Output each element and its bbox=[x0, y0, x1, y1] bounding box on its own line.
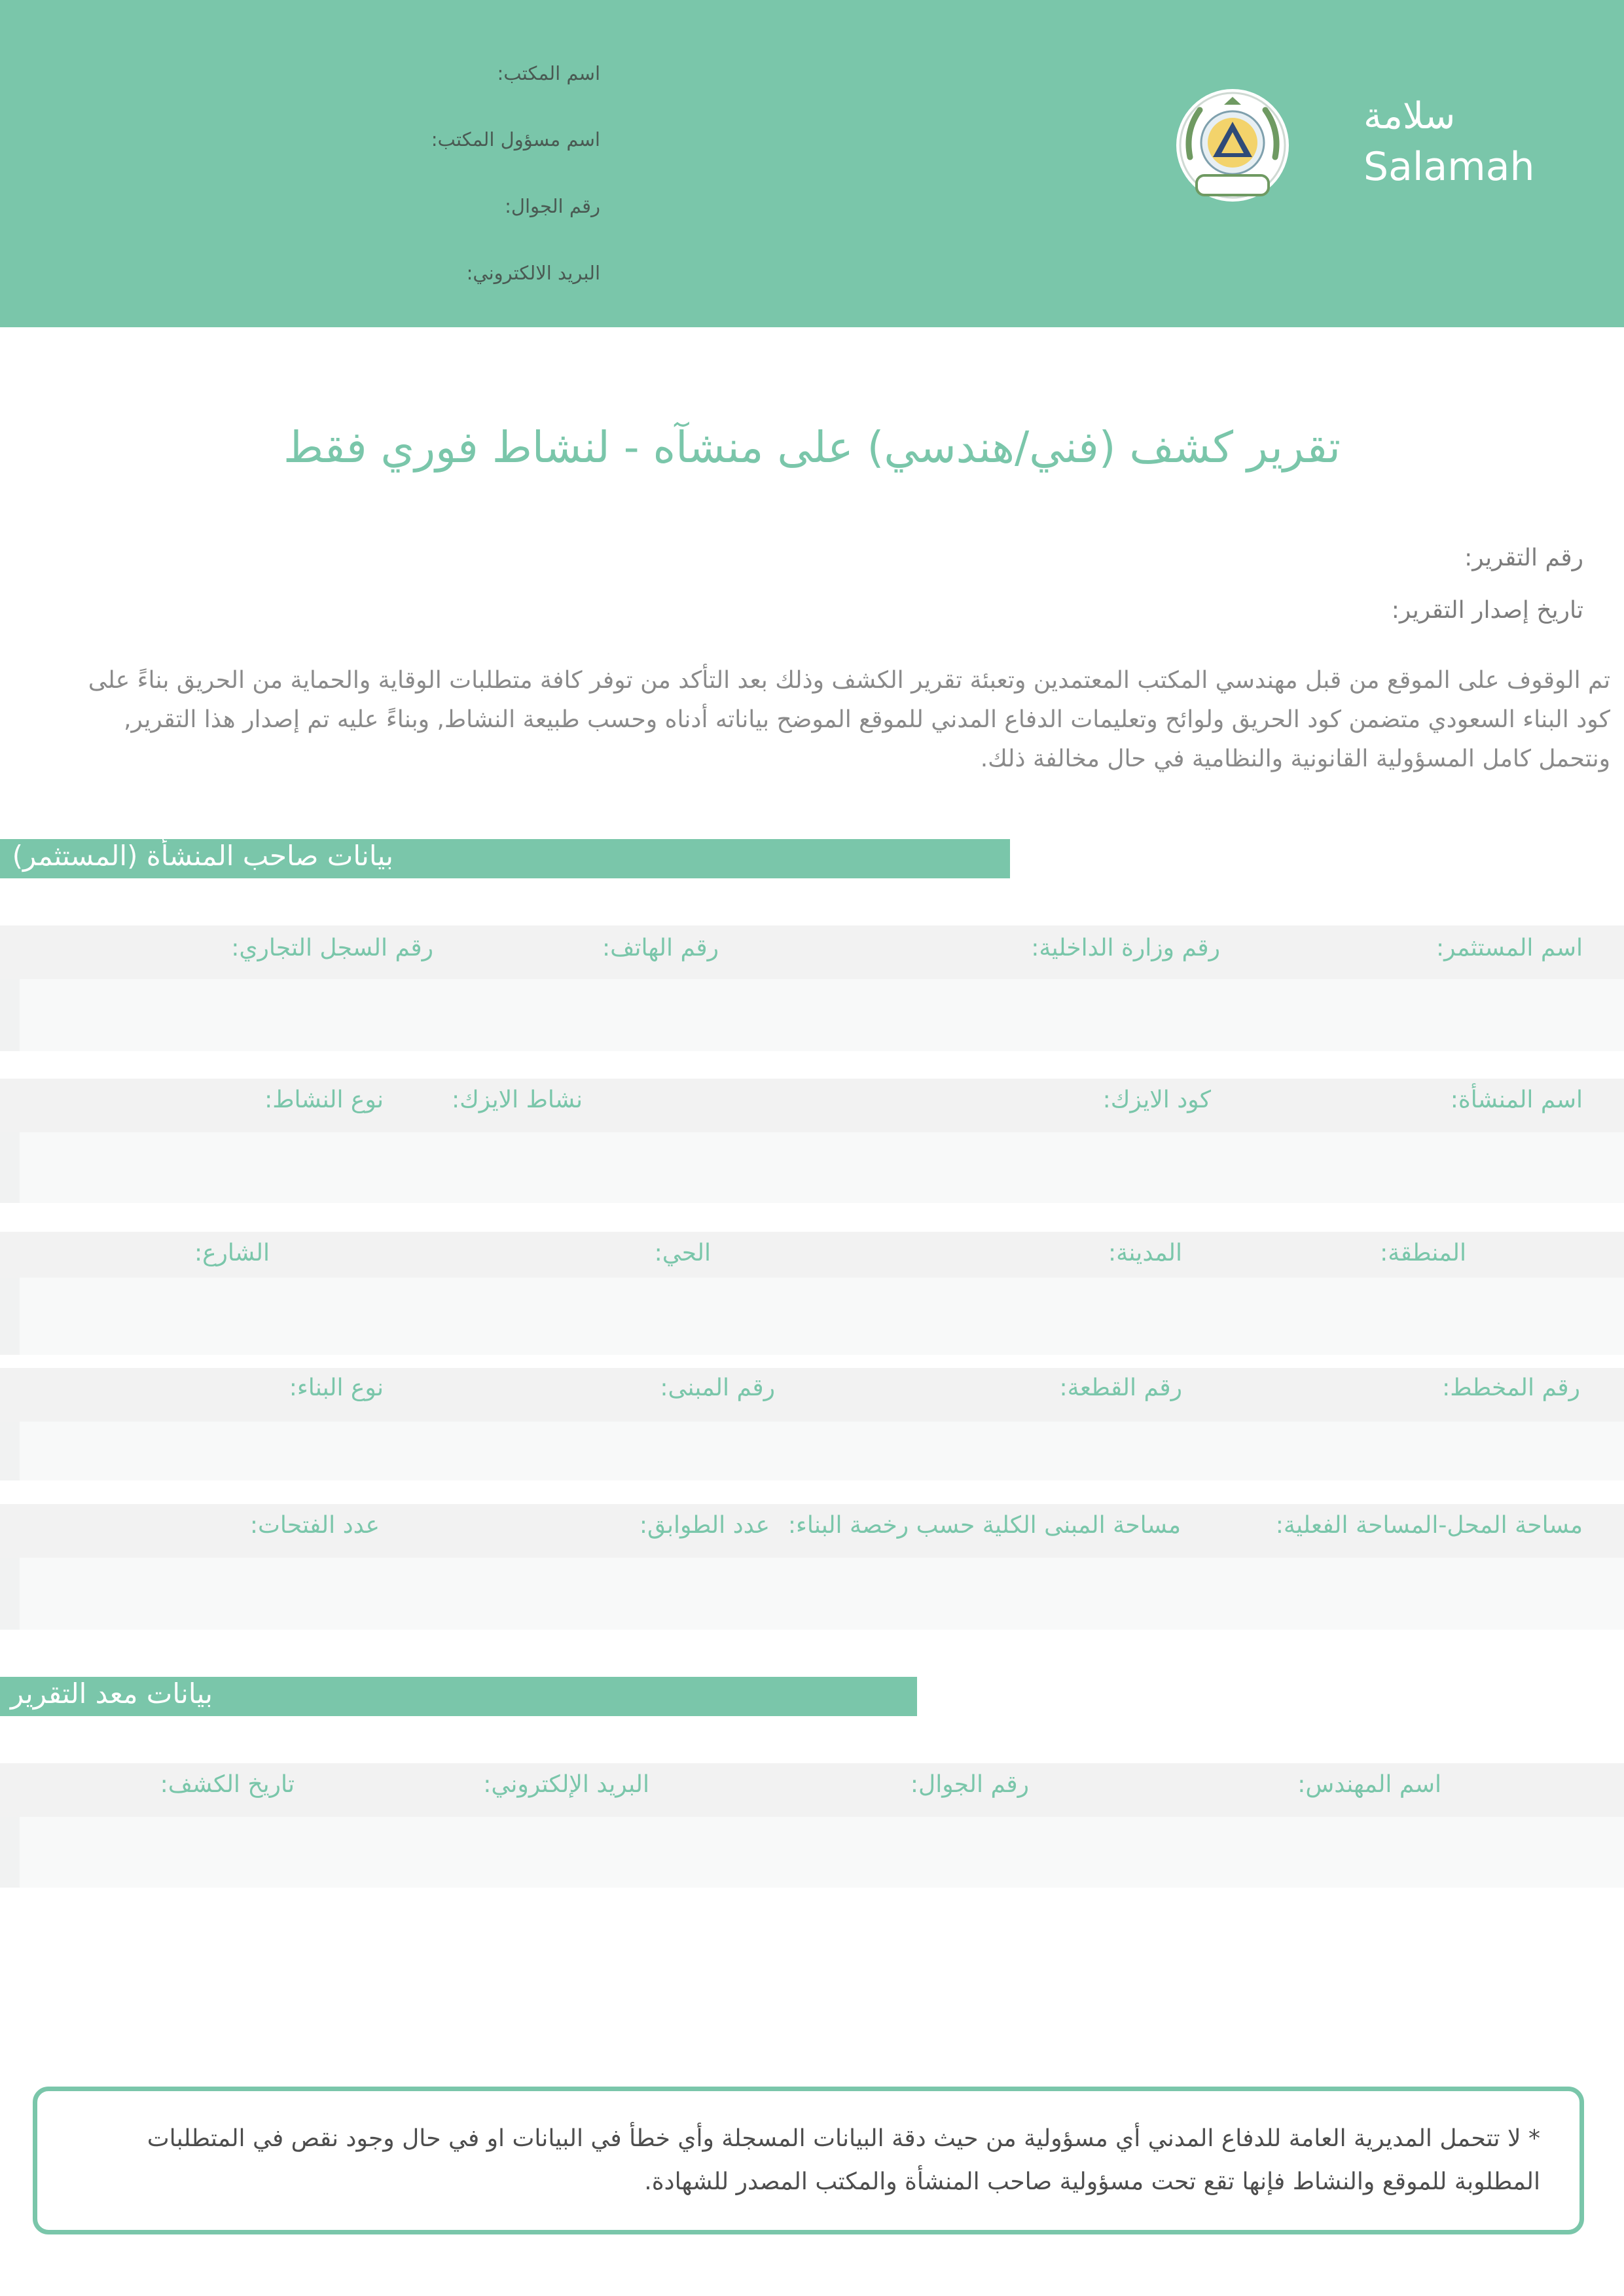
owner-row4-values[interactable] bbox=[0, 1422, 1624, 1480]
preparer-section-title: بيانات معد التقرير bbox=[10, 1677, 213, 1710]
openings-label: عدد الفتحات: bbox=[249, 1512, 380, 1539]
cr-number-label: رقم السجل التجاري: bbox=[231, 935, 433, 961]
phone-label: رقم الهاتف: bbox=[602, 935, 719, 961]
owner-row4-labels bbox=[0, 1368, 1624, 1422]
owner-row1-values[interactable] bbox=[0, 979, 1624, 1051]
floors-label: عدد الطوابق: bbox=[639, 1512, 770, 1539]
office-email-label: البريد الالكتروني: bbox=[466, 262, 600, 284]
plan-number-label: رقم المخطط: bbox=[1442, 1374, 1580, 1401]
report-issue-date-label: تاريخ إصدار التقرير: bbox=[1391, 597, 1583, 624]
building-number-label: رقم المبنى: bbox=[660, 1374, 775, 1401]
engineer-name-label: اسم المهندس: bbox=[1297, 1771, 1441, 1798]
activity-type-label: نوع النشاط: bbox=[264, 1086, 384, 1113]
owner-row2-labels bbox=[0, 1079, 1624, 1132]
preparer-row-values[interactable] bbox=[0, 1817, 1624, 1888]
isic-code-label: كود الايزك: bbox=[1102, 1086, 1211, 1113]
owner-row2-values[interactable] bbox=[0, 1132, 1624, 1203]
office-mobile-label: رقم الجوال: bbox=[505, 195, 600, 217]
street-label: الشارع: bbox=[194, 1240, 270, 1266]
report-number-label: رقم التقرير: bbox=[1464, 545, 1583, 571]
brand-name-english: Salamah bbox=[1363, 144, 1535, 190]
city-label: المدينة: bbox=[1108, 1240, 1182, 1266]
page-header bbox=[0, 0, 1624, 327]
engineer-mobile-label: رقم الجوال: bbox=[910, 1771, 1029, 1798]
building-type-label: نوع البناء: bbox=[289, 1374, 384, 1401]
intro-paragraph: تم الوقوف على الموقع من قبل مهندسي المكتب المعتمدين وتعبئة تقرير الكشف وذلك بعد التأكد من توفر كافة متطلبات الوقاية والحماية من الحريق بناءً على كود البناء السعودي متضمن كود الحريق ولوائح وتعليمات الدفاع المدني للموقع الموضح بياناته أدناه وحسب طبيعة النشاط, وبناءً عليه تم إصدار هذا التقرير, ونتحمل كامل المسؤولية القانونية والنظامية في حال مخالفة ذلك. bbox=[88, 667, 1610, 772]
actual-area-label: مساحة المحل-المساحة الفعلية: bbox=[1275, 1512, 1583, 1539]
owner-row3-values[interactable] bbox=[0, 1278, 1624, 1355]
moi-number-label: رقم وزارة الداخلية: bbox=[1031, 935, 1220, 961]
office-name-label: اسم المكتب: bbox=[497, 62, 600, 84]
owner-row5-values[interactable] bbox=[0, 1558, 1624, 1630]
office-manager-label: اسم مسؤول المكتب: bbox=[431, 128, 600, 151]
civil-defense-emblem-icon bbox=[1170, 85, 1295, 209]
engineer-email-label: البريد الإلكتروني: bbox=[483, 1771, 649, 1798]
isic-activity-label: نشاط الايزك: bbox=[451, 1086, 583, 1113]
plot-number-label: رقم القطعة: bbox=[1059, 1374, 1182, 1401]
inspection-date-label: تاريخ الكشف: bbox=[160, 1771, 295, 1798]
owner-section-title: بيانات صاحب المنشأة (المستثمر) bbox=[12, 840, 393, 872]
disclaimer-text: * لا تتحمل المديرية العامة للدفاع المدني أي مسؤولية من حيث دقة البيانات المسجلة وأي خطأ في البيانات او في حال وجود نقص في المتطلبات المطلوبة للموقع والنشاط فإنها تقع تحت مسؤولية صاحب المنشأة والمكتب المصدر للشهادة. bbox=[147, 2125, 1540, 2195]
total-area-label: مساحة المبنى الكلية حسب رخصة البناء: bbox=[787, 1512, 1181, 1539]
investor-name-label: اسم المستثمر: bbox=[1436, 935, 1583, 961]
facility-name-label: اسم المنشأة: bbox=[1450, 1086, 1583, 1113]
document-title: تقرير كشف (فني/هندسي) على منشآه - لنشاط فوري فقط bbox=[283, 422, 1341, 473]
disclaimer-box bbox=[33, 2087, 1584, 2234]
region-label: المنطقة: bbox=[1380, 1240, 1466, 1266]
district-label: الحي: bbox=[654, 1240, 711, 1266]
brand-name-arabic: سلامة bbox=[1363, 95, 1456, 137]
